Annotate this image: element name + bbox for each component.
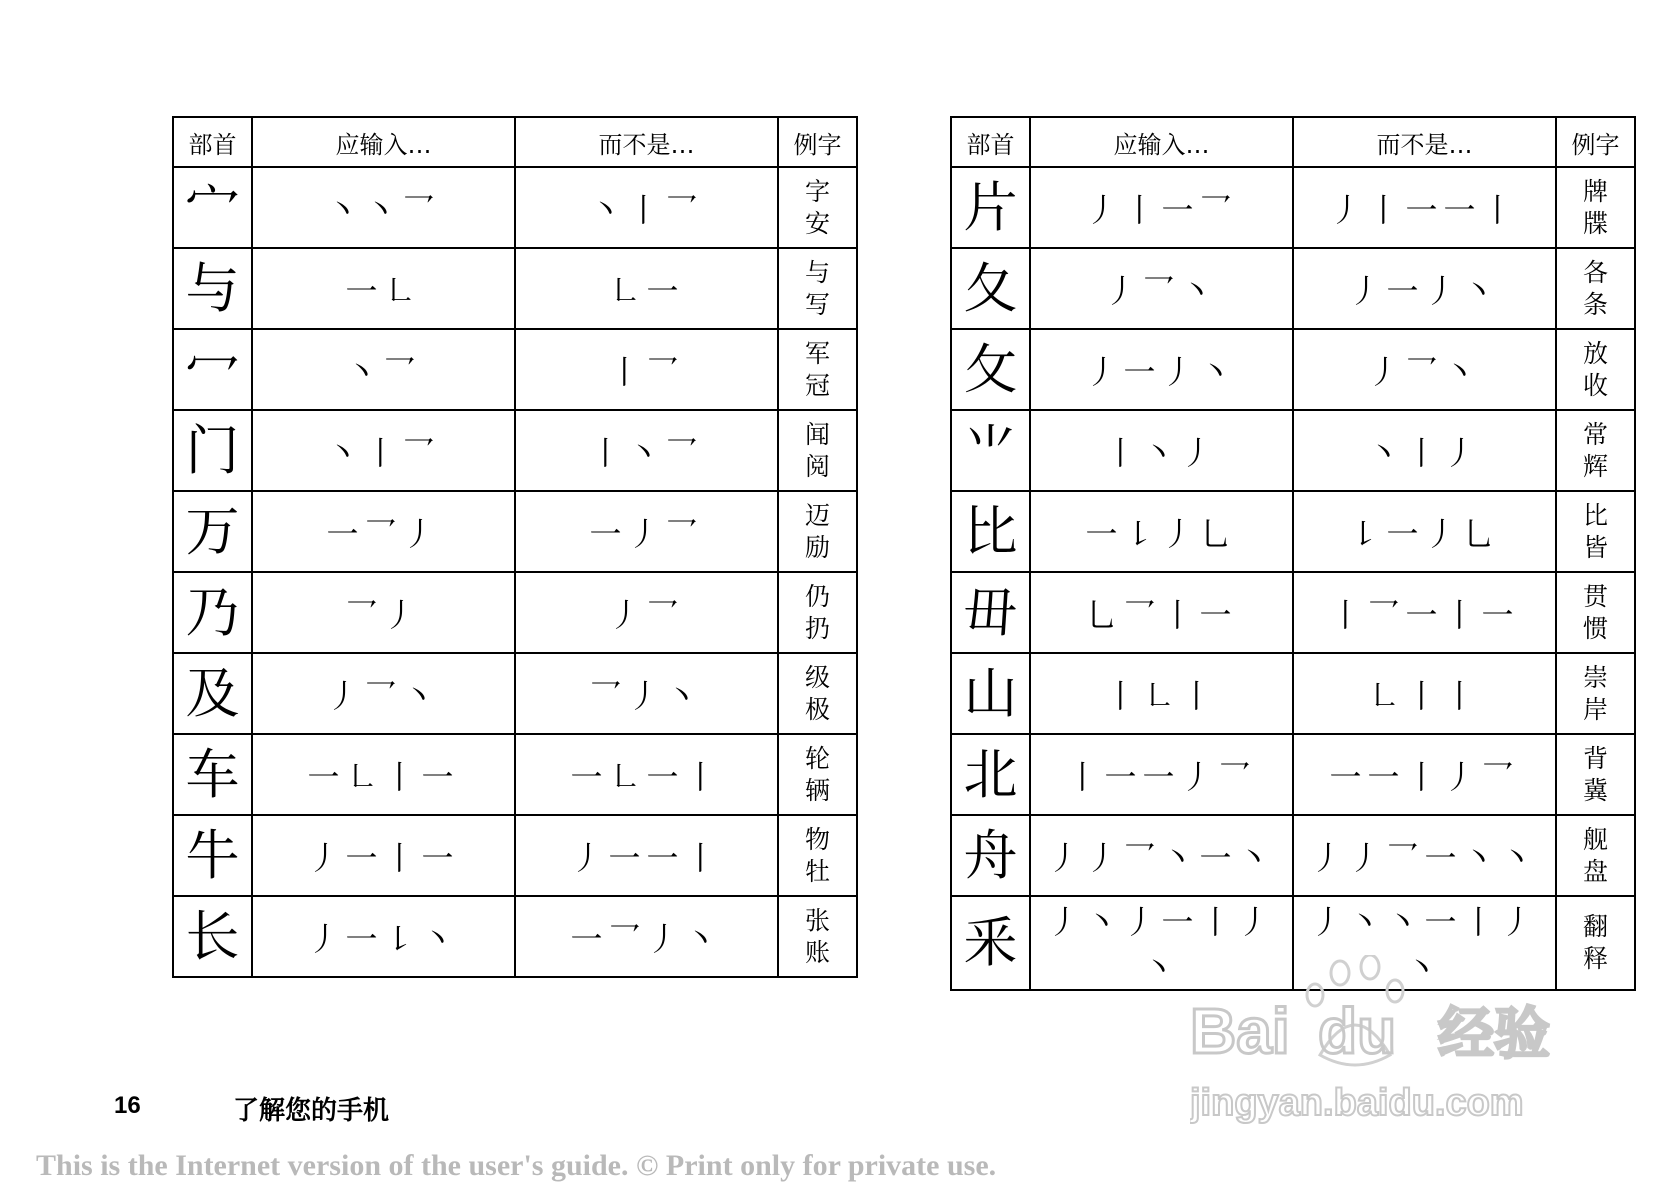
example-char: 冀 <box>1582 775 1608 805</box>
example-char: 条 <box>1582 289 1608 319</box>
correct-strokes-cell: 一乛丿 <box>252 491 515 572</box>
correct-strokes-cell: 丿一丨一 <box>252 815 515 896</box>
example-chars-cell <box>778 815 857 896</box>
stroke-table-right <box>950 116 1636 991</box>
example-char: 各 <box>1582 257 1608 287</box>
example-chars-cell <box>778 329 857 410</box>
example-char: 放 <box>1582 338 1608 368</box>
correct-strokes-cell: 丿一㇙丶 <box>252 896 515 977</box>
example-char: 仍 <box>804 581 830 611</box>
header-incorrect-input: 而不是… <box>1293 117 1556 167</box>
example-char: 牡 <box>804 856 830 886</box>
header-examples: 例字 <box>778 117 857 167</box>
incorrect-strokes-cell: ㇗丨丨 <box>1293 653 1556 734</box>
example-char: 安 <box>804 208 830 238</box>
radical-cell: 长 <box>173 896 252 977</box>
example-char: 字 <box>804 176 830 206</box>
example-char: 常 <box>1582 419 1608 449</box>
watermark-brand: Bai <box>1190 995 1290 1067</box>
incorrect-strokes-cell: 一一丨丿乛 <box>1293 734 1556 815</box>
table-row <box>951 167 1635 248</box>
example-char: 崇 <box>1582 662 1608 692</box>
radical-cell: 夂 <box>951 248 1030 329</box>
example-char: 盘 <box>1582 856 1608 886</box>
radical-cell: 冖 <box>173 329 252 410</box>
example-char: 物 <box>804 824 830 854</box>
table-header-row <box>173 117 857 167</box>
radical-cell: 毌 <box>951 572 1030 653</box>
table-row <box>173 734 857 815</box>
page-number: 16 <box>114 1092 141 1119</box>
radical-cell: 与 <box>173 248 252 329</box>
example-chars-cell <box>1556 734 1635 815</box>
table-row <box>951 653 1635 734</box>
example-chars-cell <box>1556 329 1635 410</box>
radical-cell: 片 <box>951 167 1030 248</box>
correct-strokes-cell: 一㇙丿乚 <box>1030 491 1293 572</box>
incorrect-strokes-cell: 丨乛 <box>515 329 778 410</box>
example-char: 极 <box>804 694 830 724</box>
table-row <box>173 167 857 248</box>
correct-strokes-cell: 丨㇗丨 <box>1030 653 1293 734</box>
correct-strokes-cell: 丿丶丿一丨丿丶 <box>1030 896 1293 990</box>
table-row <box>173 329 857 410</box>
example-char: 级 <box>804 662 830 692</box>
example-char: 牒 <box>1582 208 1608 238</box>
example-char: 军 <box>804 338 830 368</box>
section-title: 了解您的手机 <box>233 1096 390 1126</box>
incorrect-strokes-cell: 丿乛丶 <box>1293 329 1556 410</box>
radical-cell: 釆 <box>951 896 1030 990</box>
incorrect-strokes-cell: 乛丿丶 <box>515 653 778 734</box>
example-char: 账 <box>804 937 830 967</box>
table-header-row <box>951 117 1635 167</box>
table-row <box>951 248 1635 329</box>
example-char: 翻 <box>1582 912 1608 941</box>
correct-strokes-cell: 丶丨乛 <box>252 410 515 491</box>
example-char: 励 <box>804 532 830 562</box>
example-chars-cell <box>778 896 857 977</box>
example-char: 比 <box>1582 500 1608 530</box>
radical-cell: 及 <box>173 653 252 734</box>
table-row <box>951 815 1635 896</box>
header-correct-input: 应输入… <box>1030 117 1293 167</box>
disclaimer-text: This is the Internet version of the user's guide. © Print only for private use. <box>36 1149 997 1182</box>
example-char: 闻 <box>804 419 830 449</box>
example-chars-cell <box>778 167 857 248</box>
table-row <box>951 491 1635 572</box>
table-row <box>951 572 1635 653</box>
stroke-table-left <box>172 116 858 978</box>
radical-cell: 乃 <box>173 572 252 653</box>
incorrect-strokes-cell: 丶丨丿 <box>1293 410 1556 491</box>
correct-strokes-cell: 丿乛丶 <box>1030 248 1293 329</box>
correct-strokes-cell: 丿一丿丶 <box>1030 329 1293 410</box>
example-chars-cell <box>1556 572 1635 653</box>
table-row <box>173 491 857 572</box>
example-chars-cell <box>778 248 857 329</box>
incorrect-strokes-cell: ㇙一丿乚 <box>1293 491 1556 572</box>
radical-cell: 车 <box>173 734 252 815</box>
radical-cell: 宀 <box>173 167 252 248</box>
table-row <box>951 410 1635 491</box>
example-chars-cell <box>1556 815 1635 896</box>
example-char: 扔 <box>804 613 830 643</box>
correct-strokes-cell: 一㇗丨一 <box>252 734 515 815</box>
watermark-url: jingyan.baidu.com <box>1190 1082 1524 1124</box>
example-char: 牌 <box>1582 176 1608 206</box>
correct-strokes-cell: 丶丶乛 <box>252 167 515 248</box>
example-char: 轮 <box>804 743 830 773</box>
watermark-brand-du: du <box>1318 995 1397 1067</box>
radical-cell: 万 <box>173 491 252 572</box>
example-char: 收 <box>1582 370 1608 400</box>
example-chars-cell <box>1556 167 1635 248</box>
example-char: 惯 <box>1582 613 1608 643</box>
incorrect-strokes-cell: 一丿乛 <box>515 491 778 572</box>
incorrect-strokes-cell: 丿丶丶一丨丿丶 <box>1293 896 1556 990</box>
header-radical: 部首 <box>951 117 1030 167</box>
example-char: 冠 <box>804 370 830 400</box>
table-row <box>173 815 857 896</box>
baidu-watermark-logo <box>1190 955 1610 1135</box>
example-char: 迈 <box>804 500 830 530</box>
table-row <box>173 248 857 329</box>
example-char: 舰 <box>1582 824 1608 854</box>
table-row <box>951 329 1635 410</box>
example-chars-cell <box>778 491 857 572</box>
incorrect-strokes-cell: 丶丨乛 <box>515 167 778 248</box>
table-row <box>951 734 1635 815</box>
correct-strokes-cell: 丿丿乛丶一丶 <box>1030 815 1293 896</box>
table-row <box>173 896 857 977</box>
table-row <box>173 410 857 491</box>
example-char: 背 <box>1582 743 1608 773</box>
example-char: 与 <box>804 257 830 287</box>
example-char: 写 <box>804 289 830 319</box>
correct-strokes-cell: 丿丨一乛 <box>1030 167 1293 248</box>
correct-strokes-cell: 丿乛丶 <box>252 653 515 734</box>
example-char: 贯 <box>1582 581 1608 611</box>
correct-strokes-cell: 丨一一丿乛 <box>1030 734 1293 815</box>
radical-cell: 比 <box>951 491 1030 572</box>
example-char: 辆 <box>804 775 830 805</box>
example-char: 岸 <box>1582 694 1608 724</box>
incorrect-strokes-cell: 丿丿乛一丶丶 <box>1293 815 1556 896</box>
radical-cell: 北 <box>951 734 1030 815</box>
radical-cell: ⺌ <box>951 410 1030 491</box>
table-row <box>173 653 857 734</box>
example-chars-cell <box>1556 491 1635 572</box>
radical-cell: 山 <box>951 653 1030 734</box>
radical-cell: 牛 <box>173 815 252 896</box>
example-chars-cell <box>778 653 857 734</box>
radical-cell: 攵 <box>951 329 1030 410</box>
watermark-cn: 经验 <box>1438 1002 1550 1067</box>
correct-strokes-cell: 乚乛丨一 <box>1030 572 1293 653</box>
radical-cell: 舟 <box>951 815 1030 896</box>
header-radical: 部首 <box>173 117 252 167</box>
header-correct-input: 应输入… <box>252 117 515 167</box>
header-examples: 例字 <box>1556 117 1635 167</box>
example-chars-cell <box>1556 248 1635 329</box>
incorrect-strokes-cell: 丿一丿丶 <box>1293 248 1556 329</box>
header-incorrect-input: 而不是… <box>515 117 778 167</box>
example-chars-cell <box>1556 653 1635 734</box>
incorrect-strokes-cell: 丿一一丨 <box>515 815 778 896</box>
example-chars-cell <box>1556 410 1635 491</box>
example-chars-cell <box>778 410 857 491</box>
radical-cell: 门 <box>173 410 252 491</box>
correct-strokes-cell: 乛丿 <box>252 572 515 653</box>
incorrect-strokes-cell: 一㇗一丨 <box>515 734 778 815</box>
incorrect-strokes-cell: 丨丶乛 <box>515 410 778 491</box>
example-char: 释 <box>1582 944 1608 973</box>
example-char: 辉 <box>1582 451 1608 481</box>
example-chars-cell <box>778 572 857 653</box>
incorrect-strokes-cell: 丨乛一丨一 <box>1293 572 1556 653</box>
example-char: 阅 <box>804 451 830 481</box>
incorrect-strokes-cell: ㇗一 <box>515 248 778 329</box>
incorrect-strokes-cell: 一乛丿丶 <box>515 896 778 977</box>
correct-strokes-cell: 一㇗ <box>252 248 515 329</box>
table-row <box>173 572 857 653</box>
correct-strokes-cell: 丨丶丿 <box>1030 410 1293 491</box>
example-chars-cell <box>778 734 857 815</box>
incorrect-strokes-cell: 丿乛 <box>515 572 778 653</box>
example-char: 张 <box>804 905 830 935</box>
correct-strokes-cell: 丶乛 <box>252 329 515 410</box>
example-char: 皆 <box>1582 532 1608 562</box>
incorrect-strokes-cell: 丿丨一一丨 <box>1293 167 1556 248</box>
